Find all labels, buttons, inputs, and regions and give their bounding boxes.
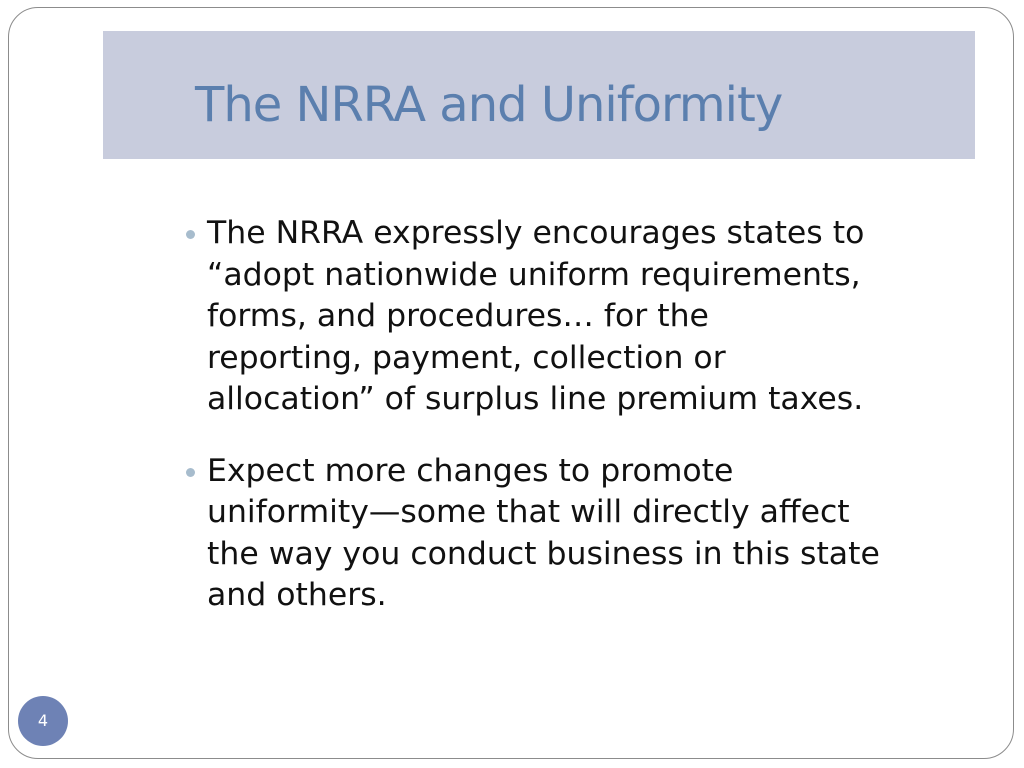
bullet-item [181,213,981,421]
slide [8,7,1014,759]
slide-title: The NRRA and Uniformity [195,77,783,133]
bullet-item [181,451,981,617]
bullet-line: reporting, payment, collection or [207,339,726,376]
slide-content [181,213,981,617]
bullet-dot-icon [186,230,195,239]
bullet-line: and others. [207,577,387,613]
title-band [103,31,975,159]
bullet-line: The NRRA expressly encourages states to [207,215,865,251]
page-number-badge: 4 [18,696,68,746]
bullet-line: forms, and procedures… for the [207,298,709,334]
bullet-line: Expect more changes to promote [207,452,734,489]
bullet-line: “adopt nationwide uniform requirements, [207,256,861,293]
bullet-line: uniformity—some that will directly affect [207,494,850,530]
bullet-dot-icon [186,468,195,477]
bullet-line: the way you conduct business in this state [207,535,880,572]
bullet-line: allocation” of surplus line premium taxes. [207,381,864,417]
